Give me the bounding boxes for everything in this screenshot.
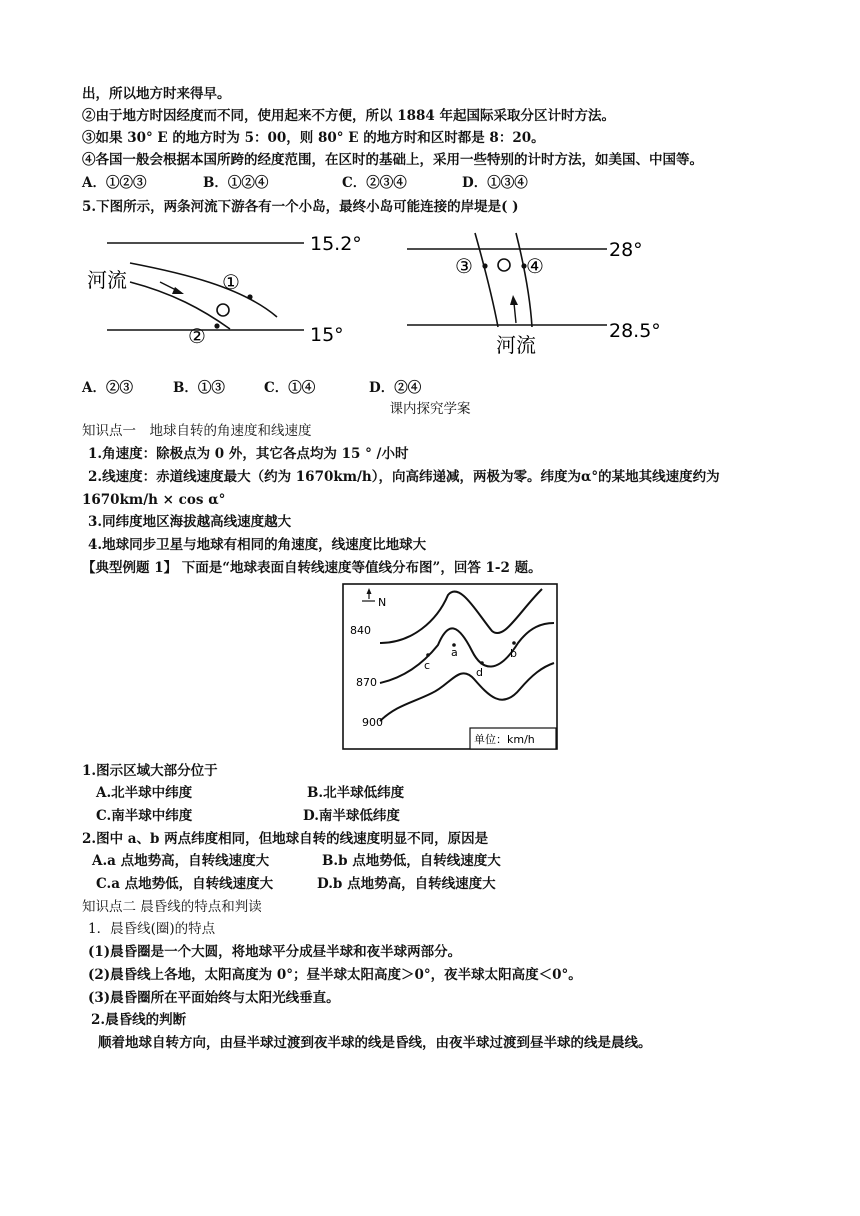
kp2-point-2: (2)晨昏线上各地，太阳高度为 0°；昼半球太阳高度＞0°，夜半球太阳高度＜0°。 — [88, 967, 582, 983]
text-line-4: ④各国一般会根据本国所跨的经度范围，在区时的基础上，采用一些特别的计时方法，如美国、中国等。 — [82, 152, 703, 168]
q2-option-c: C.a 点地势低，自转线速度大 — [96, 876, 274, 892]
q4-option-b: B．①②④ — [203, 175, 269, 191]
q1-option-b: B.北半球低纬度 — [307, 785, 405, 801]
text-line-2: ②由于地方时因经度而不同，使用起来不方便，所以 1884 年起国际采取分区计时方法。 — [82, 108, 615, 124]
flow-arrow-left — [172, 287, 184, 294]
q2-option-b: B.b 点地势低，自转线速度大 — [322, 853, 501, 869]
kp1-altitude: 3.同纬度地区海拔越高线速度越大 — [88, 514, 292, 530]
question-1: 1.图示区域大部分位于 — [82, 763, 218, 779]
q1-option-d: D.南半球低纬度 — [303, 808, 400, 824]
island-right — [498, 259, 510, 271]
bank-point-1 — [247, 294, 252, 299]
river-bank-lower-left — [130, 282, 230, 329]
point-b-label: b — [510, 647, 517, 660]
river-label-left: 河流 — [87, 268, 127, 292]
kp1-linear-velocity-formula: 1670km/h × cos α° — [82, 492, 226, 508]
kp2-subtitle-2: 2.晨昏线的判断 — [91, 1012, 187, 1028]
q4-option-c: C．②③④ — [342, 175, 407, 191]
question-2: 2.图中 a、b 两点纬度相同，但地球自转的线速度明显不同，原因是 — [82, 831, 489, 847]
kp2-point-1: (1)晨昏圈是一个大圆，将地球平分成昼半球和夜半球两部分。 — [88, 944, 462, 960]
lat-bottom-left-label: 15° — [310, 324, 344, 346]
river-label-right: 河流 — [496, 333, 536, 357]
bank-label-3: ③ — [455, 254, 473, 278]
river-bank-right-right — [516, 233, 532, 327]
unit-label: 单位：km/h — [474, 733, 535, 746]
q5-option-b: B．①③ — [173, 380, 225, 396]
contour-value-840: 840 — [350, 624, 371, 637]
kp1-linear-velocity: 2.线速度：赤道线速度最大（约为 1670km/h），向高纬递减，两极为零。纬度为α°的某地其线速度约为 — [88, 469, 720, 485]
q5-option-c: C．①④ — [264, 380, 316, 396]
island-left — [217, 304, 229, 316]
section-title: 课内探究学案 — [389, 401, 471, 417]
river-bank-left-right — [475, 233, 498, 327]
bank-point-2 — [214, 323, 219, 328]
lat-top-left-label: 15.2° — [310, 233, 362, 255]
kp1-satellite: 4.地球同步卫星与地球有相同的角速度，线速度比地球大 — [88, 537, 427, 553]
bank-label-4: ④ — [526, 254, 544, 278]
north-label: N — [378, 596, 387, 609]
text-line-3: ③如果 30° E 的地方时为 5：00，则 80° E 的地方时和区时都是 8：20。 — [82, 130, 545, 146]
point-d-label: d — [476, 666, 483, 679]
lat-bottom-right-label: 28.5° — [609, 320, 661, 342]
kp2-judgement: 顺着地球自转方向，由昼半球过渡到夜半球的线是昏线，由夜半球过渡到昼半球的线是晨线。 — [98, 1035, 652, 1051]
point-d — [480, 661, 484, 665]
example-1-title: 【典型例题 1】 下面是“地球表面自转线速度等值线分布图”，回答 1-2 题。 — [82, 560, 542, 576]
q5-option-d: D．②④ — [369, 380, 422, 396]
lat-top-right-label: 28° — [609, 239, 643, 261]
point-a-label: a — [451, 646, 458, 659]
kp2-point-3: (3)晨昏圈所在平面始终与太阳光线垂直。 — [88, 990, 340, 1006]
contour-value-900: 900 — [362, 716, 383, 729]
q2-option-d: D.b 点地势高，自转线速度大 — [317, 876, 496, 892]
flow-arrow-right — [510, 295, 518, 305]
knowledge-point-1-title: 知识点一 地球自转的角速度和线速度 — [82, 423, 312, 439]
q4-option-d: D．①③④ — [462, 175, 528, 191]
bank-point-3 — [482, 263, 487, 268]
text-line-1: 出，所以地方时来得早。 — [82, 86, 231, 102]
point-c-label: c — [424, 659, 431, 672]
point-c — [426, 653, 430, 657]
q2-option-a: A.a 点地势高，自转线速度大 — [92, 853, 270, 869]
contour-value-870: 870 — [356, 676, 377, 689]
q1-option-c: C.南半球中纬度 — [96, 808, 193, 824]
river-figure — [82, 225, 682, 365]
question-5: 5.下图所示，两条河流下游各有一个小岛，最终小岛可能连接的岸堤是( ) — [82, 199, 519, 215]
contour-figure — [342, 583, 560, 753]
knowledge-point-2-title: 知识点二 晨昏线的特点和判读 — [82, 899, 262, 915]
river-bank-upper-left — [130, 263, 277, 317]
point-b — [512, 641, 516, 645]
q5-option-a: A．②③ — [82, 380, 133, 396]
q1-option-a: A.北半球中纬度 — [96, 785, 193, 801]
q4-option-a: A．①②③ — [82, 175, 147, 191]
kp1-angular-velocity: 1.角速度：除极点为 0 外，其它各点均为 15 ° /小时 — [88, 446, 409, 462]
kp2-subtitle-1: 1．晨昏线(圈)的特点 — [88, 921, 216, 937]
bank-label-1: ① — [222, 270, 240, 294]
bank-label-2: ② — [188, 324, 206, 348]
